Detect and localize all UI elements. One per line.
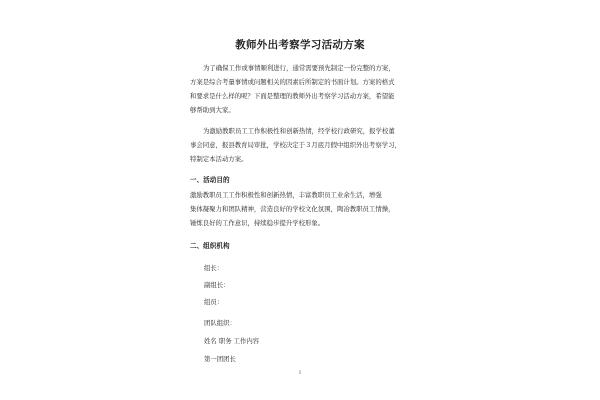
intro-line: 够帮助到大家。	[190, 106, 235, 114]
purpose-line: 特制定本活动方案。	[190, 155, 248, 163]
purpose-line: 事会同意，报县教育局审批，学校决定于３月底月假中组织外出考察学习，	[190, 141, 401, 149]
field-members: 组员：	[204, 298, 224, 306]
field-team-org: 团队组织：	[204, 319, 236, 327]
section-heading-objective: 一、活动目的	[190, 176, 230, 184]
objective-line: 集体凝聚力和团队精神，营造良好的学校文化氛围，陶冶教职员工情操，	[190, 205, 395, 213]
field-deputy-leader: 副组长：	[204, 281, 230, 289]
intro-line: 和要求是什么样的呢？下面是整理的教师外出考察学习活动方案，希望能	[190, 92, 395, 100]
page-number: 1	[298, 371, 302, 376]
table-header-row: 姓名 职务 工作内容	[204, 337, 260, 345]
objective-paragraph	[190, 188, 410, 230]
intro-line: 为了确保工作或事情顺利进行，通常需要预先制定一份完整的方案，	[203, 64, 395, 72]
field-leader: 组长：	[204, 264, 224, 272]
intro-line: 方案是综合考量事情或问题相关的因素后所制定的书面计划。方案的格式	[190, 78, 395, 86]
section-heading-organization: 二、组织机构	[190, 242, 230, 250]
purpose-paragraph	[190, 124, 410, 166]
purpose-line: 为激励教职员工工作积极性和创新热情，经学校行政研究，报学校董	[203, 127, 395, 135]
field-first-group: 第一团团长	[204, 355, 236, 363]
document-title: 教师外出考察学习活动方案	[235, 39, 365, 51]
objective-line: 锤炼良好的工作意识，持续稳步提升学校形象。	[190, 219, 325, 227]
objective-line: 激励教职员工工作积极性和创新热情，丰富教职员工业余生活，增强	[190, 191, 382, 199]
intro-paragraph	[190, 61, 410, 117]
